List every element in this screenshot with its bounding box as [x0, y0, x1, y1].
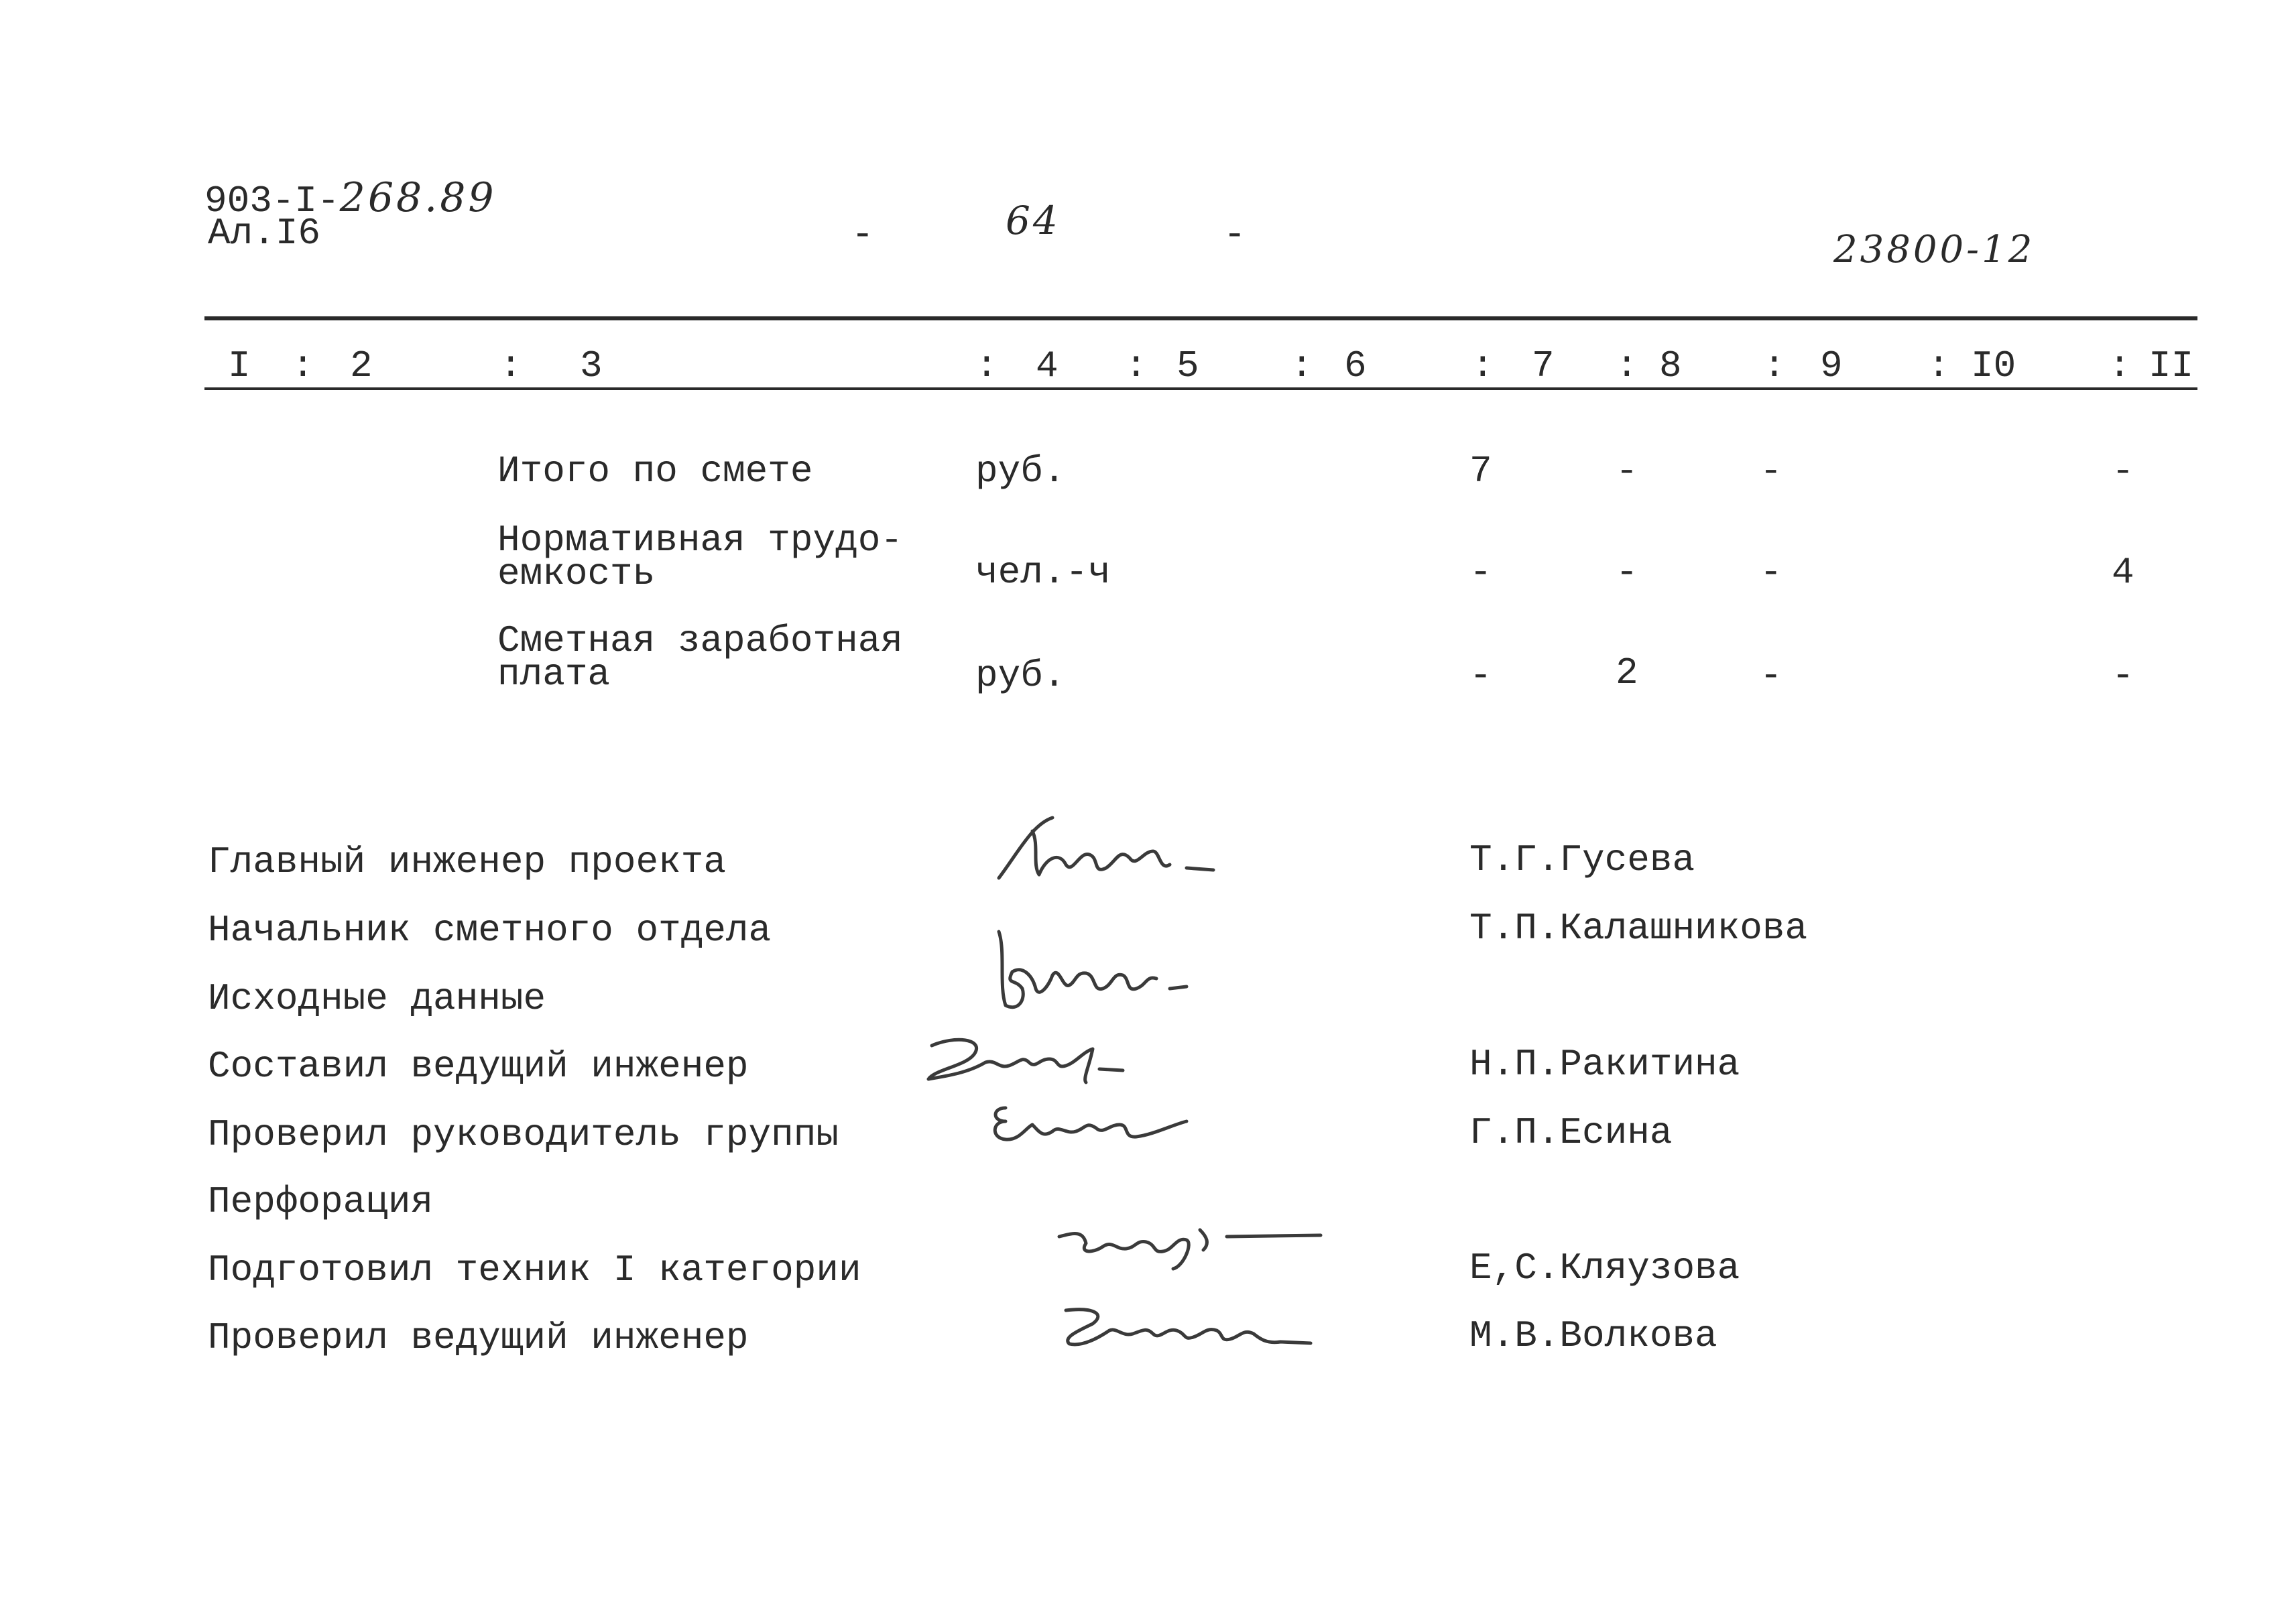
row-label: Нормативная трудо- — [497, 519, 903, 562]
row-label-continuation: плата — [497, 653, 611, 696]
table-top-rule — [204, 316, 2197, 320]
signatory-role: Проверил руководитель группы — [208, 1113, 839, 1156]
column-separator: : — [975, 345, 998, 387]
row-unit: чел.-ч — [975, 551, 1111, 594]
column-number: 7 — [1532, 345, 1555, 387]
signatory-name: Е,С.Кляузова — [1469, 1247, 1740, 1290]
row-col8: - — [1616, 551, 1638, 594]
row-col9: - — [1760, 450, 1783, 493]
header-dash-left: - — [851, 213, 874, 256]
signatory-role: Перфорация — [208, 1180, 434, 1223]
signature-rakitina — [922, 1029, 1150, 1089]
header-dash-right: - — [1223, 213, 1246, 256]
row-col11: - — [2112, 654, 2134, 697]
row-label-continuation: емкость — [497, 552, 656, 595]
signatory-role: Проверил ведущий инженер — [208, 1316, 749, 1359]
column-separator: : — [1763, 345, 1786, 387]
row-col7: 7 — [1469, 450, 1492, 493]
row-col11: 4 — [2112, 551, 2134, 594]
document-code-handwritten: 268.89 — [339, 174, 497, 221]
column-number: 5 — [1176, 345, 1199, 387]
column-separator: : — [292, 345, 314, 387]
signatory-name: Г.П.Есина — [1469, 1111, 1673, 1154]
column-number: 2 — [350, 345, 373, 387]
column-separator: : — [1471, 345, 1494, 387]
row-label: Сметная заработная — [497, 619, 903, 662]
table-header-rule — [204, 387, 2197, 390]
row-col11: - — [2112, 450, 2134, 493]
row-unit: руб. — [975, 450, 1066, 493]
column-number: I — [228, 345, 251, 387]
row-col9: - — [1760, 551, 1783, 594]
signatory-role: Начальник сметного отдела — [208, 909, 772, 952]
signature-guseva — [992, 811, 1220, 891]
signature-volkova — [1052, 1300, 1321, 1354]
signature-kalashnikova — [985, 925, 1200, 1019]
column-separator: : — [1290, 345, 1313, 387]
row-col9: - — [1760, 654, 1783, 697]
signatory-name: Т.П.Калашникова — [1469, 907, 1808, 950]
column-separator: : — [2108, 345, 2131, 387]
signatory-name: Т.Г.Гусева — [1469, 838, 1695, 881]
column-number: 9 — [1820, 345, 1843, 387]
sheet-label: Ал.I6 — [208, 212, 321, 255]
column-number: 4 — [1036, 345, 1059, 387]
signature-esina — [985, 1098, 1200, 1151]
column-separator: : — [1927, 345, 1950, 387]
row-unit: руб. — [975, 654, 1066, 697]
column-number: 8 — [1659, 345, 1682, 387]
signatory-role: Составил ведущий инженер — [208, 1045, 749, 1088]
column-number: I0 — [1971, 345, 2016, 387]
column-separator: : — [1125, 345, 1148, 387]
signatory-role: Подготовил техник I категории — [208, 1249, 861, 1292]
column-number: II — [2149, 345, 2194, 387]
row-label: Итого по смете — [497, 450, 813, 493]
signatory-name: М.В.Волкова — [1469, 1314, 1717, 1357]
signature-klyauzova — [1052, 1216, 1334, 1270]
row-col8: - — [1616, 450, 1638, 493]
signatory-role: Исходные данные — [208, 977, 546, 1020]
row-col8: 2 — [1616, 651, 1638, 694]
column-number: 6 — [1344, 345, 1367, 387]
column-number: 3 — [580, 345, 603, 387]
signatory-role: Главный инженер проекта — [208, 840, 726, 883]
document-code-typed: 903-I- — [204, 180, 340, 223]
row-col7: - — [1469, 551, 1492, 594]
page-number: 64 — [1006, 198, 1061, 243]
row-col7: - — [1469, 654, 1492, 697]
signatory-name: Н.П.Ракитина — [1469, 1043, 1740, 1086]
register-number: 23800-12 — [1833, 228, 2035, 271]
column-separator: : — [1616, 345, 1638, 387]
column-separator: : — [499, 345, 522, 387]
